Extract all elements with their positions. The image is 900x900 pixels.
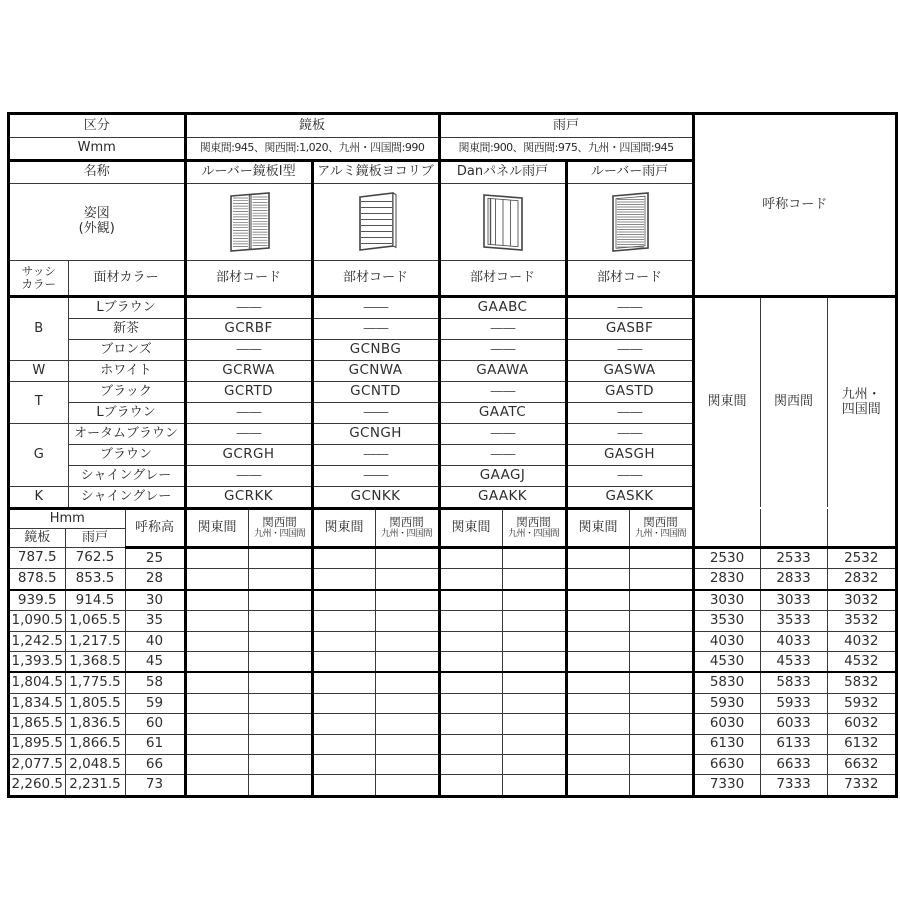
empty-grid-cell xyxy=(502,734,566,754)
part-code-cell: GCNGH xyxy=(312,424,439,445)
kanto-region-label-cell xyxy=(693,298,760,507)
wmm-label-cell: Wmm xyxy=(10,138,185,161)
empty-grid-cell xyxy=(312,754,375,774)
part-code-cell: —— xyxy=(566,298,693,319)
call-code-kanto-cell: 3030 xyxy=(693,590,760,611)
buzai-code-label-cell: 部材コード xyxy=(312,261,439,297)
empty-grid-cell xyxy=(629,714,693,734)
part-code-cell: —— xyxy=(185,403,312,424)
sash-color-group-cell: W xyxy=(10,361,68,382)
kansai-kyushu-subheader-cell xyxy=(629,509,693,548)
empty-grid-cell xyxy=(312,775,375,795)
part-code-cell: —— xyxy=(439,319,566,340)
sash-color-group-cell: T xyxy=(10,382,68,424)
call-code-kansai-cell: 4533 xyxy=(760,651,827,672)
call-code-kyushu-cell: 6632 xyxy=(827,754,895,774)
h-amado-cell: 2,048.5 xyxy=(65,754,125,774)
call-code-kyushu-cell: 5932 xyxy=(827,693,895,713)
color-name-cell: オータムブラウン xyxy=(68,424,185,445)
kagamiita-group-header-cell: 鏡板 xyxy=(185,115,439,138)
kosho-daka-cell: 45 xyxy=(125,651,185,672)
empty-grid-cell xyxy=(566,714,629,734)
sash-color-label-cell xyxy=(10,261,68,297)
call-code-kanto-cell: 2830 xyxy=(693,569,760,590)
h-amado-cell: 914.5 xyxy=(65,590,125,611)
empty-grid-cell xyxy=(312,569,375,590)
empty-grid-cell xyxy=(566,775,629,795)
h-kagamiita-cell: 1,393.5 xyxy=(10,651,65,672)
color-name-cell: シャイングレー xyxy=(68,466,185,487)
empty-grid-cell xyxy=(566,611,629,631)
empty-grid-cell xyxy=(629,611,693,631)
empty-grid-cell xyxy=(248,611,312,631)
empty-grid-cell xyxy=(248,631,312,651)
h-kagamiita-cell: 939.5 xyxy=(10,590,65,611)
color-name-cell: ホワイト xyxy=(68,361,185,382)
kansai-kyushu-subheader-cell xyxy=(375,509,439,548)
empty-grid-cell xyxy=(629,775,693,795)
sash-color-group-cell: G xyxy=(10,424,68,487)
call-code-kansai-cell: 5933 xyxy=(760,693,827,713)
empty-grid-cell xyxy=(375,611,439,631)
hmm-kagamiita-subheader-cell: 鏡板 xyxy=(10,529,65,548)
empty-grid-cell xyxy=(375,714,439,734)
empty-grid-cell xyxy=(375,651,439,672)
dan-panel-amado-image xyxy=(471,188,535,256)
empty-grid-cell xyxy=(502,590,566,611)
part-code-cell: GCRBF xyxy=(185,319,312,340)
empty-grid-cell xyxy=(248,651,312,672)
empty-grid-cell xyxy=(312,548,375,569)
empty-grid-cell xyxy=(502,631,566,651)
empty-grid-cell xyxy=(502,651,566,672)
kosho-daka-cell: 58 xyxy=(125,672,185,693)
louver-amado-image-cell xyxy=(566,184,693,261)
empty-grid-cell xyxy=(375,693,439,713)
empty-grid-cell xyxy=(439,734,502,754)
part-code-cell: —— xyxy=(566,424,693,445)
louver-amado-image xyxy=(598,188,662,256)
part-code-cell: GCNWA xyxy=(312,361,439,382)
kyushu-subheader-label: 九州・四国間 xyxy=(508,529,560,540)
part-code-cell: GASBF xyxy=(566,319,693,340)
kosho-daka-cell: 40 xyxy=(125,631,185,651)
empty-grid-cell xyxy=(502,611,566,631)
empty-grid-cell xyxy=(185,631,248,651)
buzai-code-label-cell: 部材コード xyxy=(185,261,312,297)
empty-grid-cell xyxy=(629,754,693,774)
call-code-kyushu-cell: 5832 xyxy=(827,672,895,693)
color-name-cell: ブラウン xyxy=(68,445,185,466)
kyushu-region-label-cell xyxy=(827,298,895,507)
kansai-subheader-label: 関西間 xyxy=(262,515,297,530)
call-code-kanto-cell: 6030 xyxy=(693,714,760,734)
part-code-cell: —— xyxy=(439,424,566,445)
kansai-region-label-cell xyxy=(760,298,827,507)
empty-grid-cell xyxy=(566,590,629,611)
empty-grid-cell xyxy=(375,672,439,693)
part-code-cell: —— xyxy=(312,298,439,319)
empty-grid-cell xyxy=(566,569,629,590)
h-kagamiita-cell: 878.5 xyxy=(10,569,65,590)
call-code-kansai-cell: 3033 xyxy=(760,590,827,611)
h-kagamiita-cell: 2,077.5 xyxy=(10,754,65,774)
empty-grid-cell xyxy=(375,775,439,795)
kosho-daka-cell: 35 xyxy=(125,611,185,631)
hmm-header-cell: Hmm xyxy=(10,509,125,529)
kosho-code-header-cell: 呼称コード xyxy=(693,115,895,297)
call-code-kyushu-cell: 2832 xyxy=(827,569,895,590)
product-name-cell: ルーバー雨戸 xyxy=(566,161,693,184)
h-kagamiita-cell: 1,865.5 xyxy=(10,714,65,734)
h-kagamiita-cell: 2,260.5 xyxy=(10,775,65,795)
call-code-kansai-cell: 5833 xyxy=(760,672,827,693)
part-code-cell: —— xyxy=(185,424,312,445)
kosho-daka-cell: 61 xyxy=(125,734,185,754)
empty-grid-cell xyxy=(439,714,502,734)
h-amado-cell: 1,866.5 xyxy=(65,734,125,754)
empty-grid-cell xyxy=(248,590,312,611)
empty-grid-cell xyxy=(439,631,502,651)
empty-grid-cell xyxy=(312,714,375,734)
call-code-kansai-cell: 2533 xyxy=(760,548,827,569)
empty-grid-cell xyxy=(566,631,629,651)
louver-double-image-cell xyxy=(185,184,312,261)
product-name-cell: Danパネル雨戸 xyxy=(439,161,566,184)
part-code-cell: —— xyxy=(439,445,566,466)
buzai-code-label-cell: 部材コード xyxy=(566,261,693,297)
kansai-label: 関西間 xyxy=(773,394,813,410)
empty-grid-cell xyxy=(185,714,248,734)
kosho-daka-cell: 25 xyxy=(125,548,185,569)
color-name-cell: 新茶 xyxy=(68,319,185,340)
empty-grid-cell xyxy=(185,569,248,590)
empty-grid-cell xyxy=(760,509,827,548)
part-code-cell: GCRGH xyxy=(185,445,312,466)
empty-grid-cell xyxy=(248,754,312,774)
yokorib-image-cell xyxy=(312,184,439,261)
call-code-kanto-cell: 7330 xyxy=(693,775,760,795)
kansai-subheader-label: 関西間 xyxy=(516,515,551,530)
sugata-line1: 姿図 xyxy=(83,206,110,222)
empty-grid-cell xyxy=(502,672,566,693)
empty-grid-cell xyxy=(629,569,693,590)
part-code-cell: —— xyxy=(439,340,566,361)
empty-grid-cell xyxy=(439,693,502,713)
kosho-daka-cell: 28 xyxy=(125,569,185,590)
part-code-cell: —— xyxy=(566,340,693,361)
part-code-cell: GCRKK xyxy=(185,487,312,508)
spec-table-color-section xyxy=(10,298,895,507)
kyushu-label-line1: 九州・ xyxy=(841,386,881,402)
kanto-subheader-cell: 関東間 xyxy=(439,509,502,548)
kanto-subheader-cell: 関東間 xyxy=(566,509,629,548)
color-name-cell: ブロンズ xyxy=(68,340,185,361)
h-amado-cell: 762.5 xyxy=(65,548,125,569)
part-code-cell: GAABC xyxy=(439,298,566,319)
kosho-daka-cell: 60 xyxy=(125,714,185,734)
empty-grid-cell xyxy=(566,693,629,713)
empty-grid-cell xyxy=(629,651,693,672)
color-name-cell: Lブラウン xyxy=(68,403,185,424)
part-code-cell: GCNKK xyxy=(312,487,439,508)
empty-grid-cell xyxy=(439,611,502,631)
product-name-cell: アルミ鏡板ヨコリブ xyxy=(312,161,439,184)
empty-grid-cell xyxy=(185,754,248,774)
h-amado-cell: 1,065.5 xyxy=(65,611,125,631)
empty-grid-cell xyxy=(439,548,502,569)
kansai-kyushu-subheader-cell xyxy=(248,509,312,548)
empty-grid-cell xyxy=(629,631,693,651)
empty-grid-cell xyxy=(566,672,629,693)
h-kagamiita-cell: 1,090.5 xyxy=(10,611,65,631)
louver-kagamiita-image xyxy=(217,188,281,256)
empty-grid-cell xyxy=(629,734,693,754)
empty-grid-cell xyxy=(312,590,375,611)
call-code-kyushu-cell: 6132 xyxy=(827,734,895,754)
part-code-cell: —— xyxy=(439,382,566,403)
empty-grid-cell xyxy=(312,693,375,713)
empty-grid-cell xyxy=(566,754,629,774)
empty-grid-cell xyxy=(185,775,248,795)
part-code-cell: GCNTD xyxy=(312,382,439,403)
call-code-kyushu-cell: 6032 xyxy=(827,714,895,734)
empty-grid-cell xyxy=(502,714,566,734)
empty-grid-cell xyxy=(248,693,312,713)
empty-grid-cell xyxy=(248,548,312,569)
sash-color-line2: カラー xyxy=(21,277,56,291)
part-code-cell: GAAGJ xyxy=(439,466,566,487)
call-code-kanto-cell: 3530 xyxy=(693,611,760,631)
call-code-kyushu-cell: 3032 xyxy=(827,590,895,611)
empty-grid-cell xyxy=(439,569,502,590)
empty-grid-cell xyxy=(502,754,566,774)
kyushu-subheader-label: 九州・四国間 xyxy=(381,529,433,540)
part-code-cell: GASKK xyxy=(566,487,693,508)
empty-grid-cell xyxy=(312,672,375,693)
meisho-label-cell: 名称 xyxy=(10,161,185,184)
call-code-kanto-cell: 6130 xyxy=(693,734,760,754)
buzai-code-label-cell: 部材コード xyxy=(439,261,566,297)
part-code-cell: —— xyxy=(312,319,439,340)
empty-grid-cell xyxy=(185,734,248,754)
menzai-color-label-cell: 面材カラー xyxy=(68,261,185,297)
empty-grid-cell xyxy=(375,590,439,611)
call-code-kansai-cell: 2833 xyxy=(760,569,827,590)
color-name-cell: ブラック xyxy=(68,382,185,403)
part-code-cell: —— xyxy=(312,445,439,466)
empty-grid-cell xyxy=(502,569,566,590)
call-code-kyushu-cell: 2532 xyxy=(827,548,895,569)
empty-grid-cell xyxy=(439,754,502,774)
h-amado-cell: 2,231.5 xyxy=(65,775,125,795)
empty-grid-cell xyxy=(185,548,248,569)
spec-table-header-section xyxy=(10,115,895,298)
part-code-cell: GASTD xyxy=(566,382,693,403)
call-code-kanto-cell: 4530 xyxy=(693,651,760,672)
h-amado-cell: 1,805.5 xyxy=(65,693,125,713)
h-kagamiita-cell: 787.5 xyxy=(10,548,65,569)
h-kagamiita-cell: 1,895.5 xyxy=(10,734,65,754)
color-name-cell: シャイングレー xyxy=(68,487,185,508)
part-code-cell: —— xyxy=(185,340,312,361)
call-code-kanto-cell: 4030 xyxy=(693,631,760,651)
h-amado-cell: 1,836.5 xyxy=(65,714,125,734)
part-code-cell: GCRTD xyxy=(185,382,312,403)
part-code-cell: GAAWA xyxy=(439,361,566,382)
call-code-kyushu-cell: 3532 xyxy=(827,611,895,631)
spec-table-size-section xyxy=(10,507,895,795)
kanto-label: 関東間 xyxy=(707,394,747,410)
empty-grid-cell xyxy=(312,611,375,631)
part-code-cell: —— xyxy=(185,298,312,319)
part-code-cell: GAATC xyxy=(439,403,566,424)
empty-grid-cell xyxy=(629,590,693,611)
call-code-kanto-cell: 5830 xyxy=(693,672,760,693)
spec-table xyxy=(7,112,898,798)
product-name-cell: ルーバー鏡板I型 xyxy=(185,161,312,184)
h-amado-cell: 1,217.5 xyxy=(65,631,125,651)
part-code-cell: —— xyxy=(312,403,439,424)
empty-grid-cell xyxy=(827,509,895,548)
kosho-daka-cell: 66 xyxy=(125,754,185,774)
sash-color-group-cell: B xyxy=(10,298,68,361)
empty-grid-cell xyxy=(248,775,312,795)
empty-grid-cell xyxy=(375,734,439,754)
empty-grid-cell xyxy=(439,775,502,795)
empty-grid-cell xyxy=(566,548,629,569)
amado-group-header-cell: 雨戸 xyxy=(439,115,693,138)
empty-grid-cell xyxy=(566,651,629,672)
empty-grid-cell xyxy=(375,754,439,774)
empty-grid-cell xyxy=(185,672,248,693)
part-code-cell: GCNBG xyxy=(312,340,439,361)
dan-panel-image-cell xyxy=(439,184,566,261)
call-code-kyushu-cell: 4032 xyxy=(827,631,895,651)
sugata-line2: (外観) xyxy=(78,221,115,236)
wmm-amado-value-cell: 関東間:900、関西間:975、九州・四国間:945 xyxy=(439,138,693,161)
sash-color-group-cell: K xyxy=(10,487,68,508)
kansai-subheader-label: 関西間 xyxy=(643,515,678,530)
sash-color-line1: サッシ xyxy=(21,263,56,278)
empty-grid-cell xyxy=(185,651,248,672)
empty-grid-cell xyxy=(629,548,693,569)
kosho-daka-cell: 30 xyxy=(125,590,185,611)
kansai-subheader-label: 関西間 xyxy=(389,515,424,530)
kansai-kyushu-subheader-cell xyxy=(502,509,566,548)
kyushu-subheader-label: 九州・四国間 xyxy=(635,529,687,540)
empty-grid-cell xyxy=(248,734,312,754)
call-code-kansai-cell: 4033 xyxy=(760,631,827,651)
part-code-cell: —— xyxy=(566,403,693,424)
empty-grid-cell xyxy=(248,714,312,734)
empty-grid-cell xyxy=(693,509,760,548)
h-amado-cell: 853.5 xyxy=(65,569,125,590)
empty-grid-cell xyxy=(312,631,375,651)
empty-grid-cell xyxy=(502,693,566,713)
part-code-cell: GAAKK xyxy=(439,487,566,508)
empty-grid-cell xyxy=(375,631,439,651)
kosho-daka-cell: 59 xyxy=(125,693,185,713)
empty-grid-cell xyxy=(185,693,248,713)
part-code-cell: —— xyxy=(185,466,312,487)
sugata-label-cell xyxy=(10,184,185,261)
h-kagamiita-cell: 1,834.5 xyxy=(10,693,65,713)
empty-grid-cell xyxy=(439,672,502,693)
call-code-kansai-cell: 3533 xyxy=(760,611,827,631)
part-code-cell: GASWA xyxy=(566,361,693,382)
call-code-kanto-cell: 6630 xyxy=(693,754,760,774)
call-code-kansai-cell: 6133 xyxy=(760,734,827,754)
call-code-kyushu-cell: 4532 xyxy=(827,651,895,672)
empty-grid-cell xyxy=(439,651,502,672)
empty-grid-cell xyxy=(566,734,629,754)
empty-grid-cell xyxy=(375,548,439,569)
call-code-kansai-cell: 6033 xyxy=(760,714,827,734)
empty-grid-cell xyxy=(375,569,439,590)
part-code-cell: —— xyxy=(566,466,693,487)
yokorib-kagamiita-image xyxy=(344,188,408,256)
kanto-subheader-cell: 関東間 xyxy=(312,509,375,548)
kyushu-label-line2: 四国間 xyxy=(841,401,881,417)
h-amado-cell: 1,775.5 xyxy=(65,672,125,693)
call-code-kansai-cell: 6633 xyxy=(760,754,827,774)
call-code-kanto-cell: 2530 xyxy=(693,548,760,569)
empty-grid-cell xyxy=(312,651,375,672)
call-code-kansai-cell: 7333 xyxy=(760,775,827,795)
h-kagamiita-cell: 1,804.5 xyxy=(10,672,65,693)
part-code-cell: GASGH xyxy=(566,445,693,466)
part-code-cell: —— xyxy=(312,466,439,487)
kubun-header-cell: 区分 xyxy=(10,115,185,138)
hmm-amado-subheader-cell: 雨戸 xyxy=(65,529,125,548)
empty-grid-cell xyxy=(248,672,312,693)
kosho-daka-header-cell: 呼称高 xyxy=(125,509,185,548)
wmm-kagamiita-value-cell: 関東間:945、関西間:1,020、九州・四国間:990 xyxy=(185,138,439,161)
empty-grid-cell xyxy=(502,775,566,795)
empty-grid-cell xyxy=(502,548,566,569)
empty-grid-cell xyxy=(629,693,693,713)
h-kagamiita-cell: 1,242.5 xyxy=(10,631,65,651)
color-name-cell: Lブラウン xyxy=(68,298,185,319)
part-code-cell: GCRWA xyxy=(185,361,312,382)
kanto-subheader-cell: 関東間 xyxy=(185,509,248,548)
h-amado-cell: 1,368.5 xyxy=(65,651,125,672)
empty-grid-cell xyxy=(629,672,693,693)
empty-grid-cell xyxy=(439,590,502,611)
empty-grid-cell xyxy=(248,569,312,590)
kyushu-subheader-label: 九州・四国間 xyxy=(254,529,306,540)
kosho-daka-cell: 73 xyxy=(125,775,185,795)
empty-grid-cell xyxy=(185,611,248,631)
call-code-kyushu-cell: 7332 xyxy=(827,775,895,795)
call-code-kanto-cell: 5930 xyxy=(693,693,760,713)
empty-grid-cell xyxy=(312,734,375,754)
empty-grid-cell xyxy=(185,590,248,611)
